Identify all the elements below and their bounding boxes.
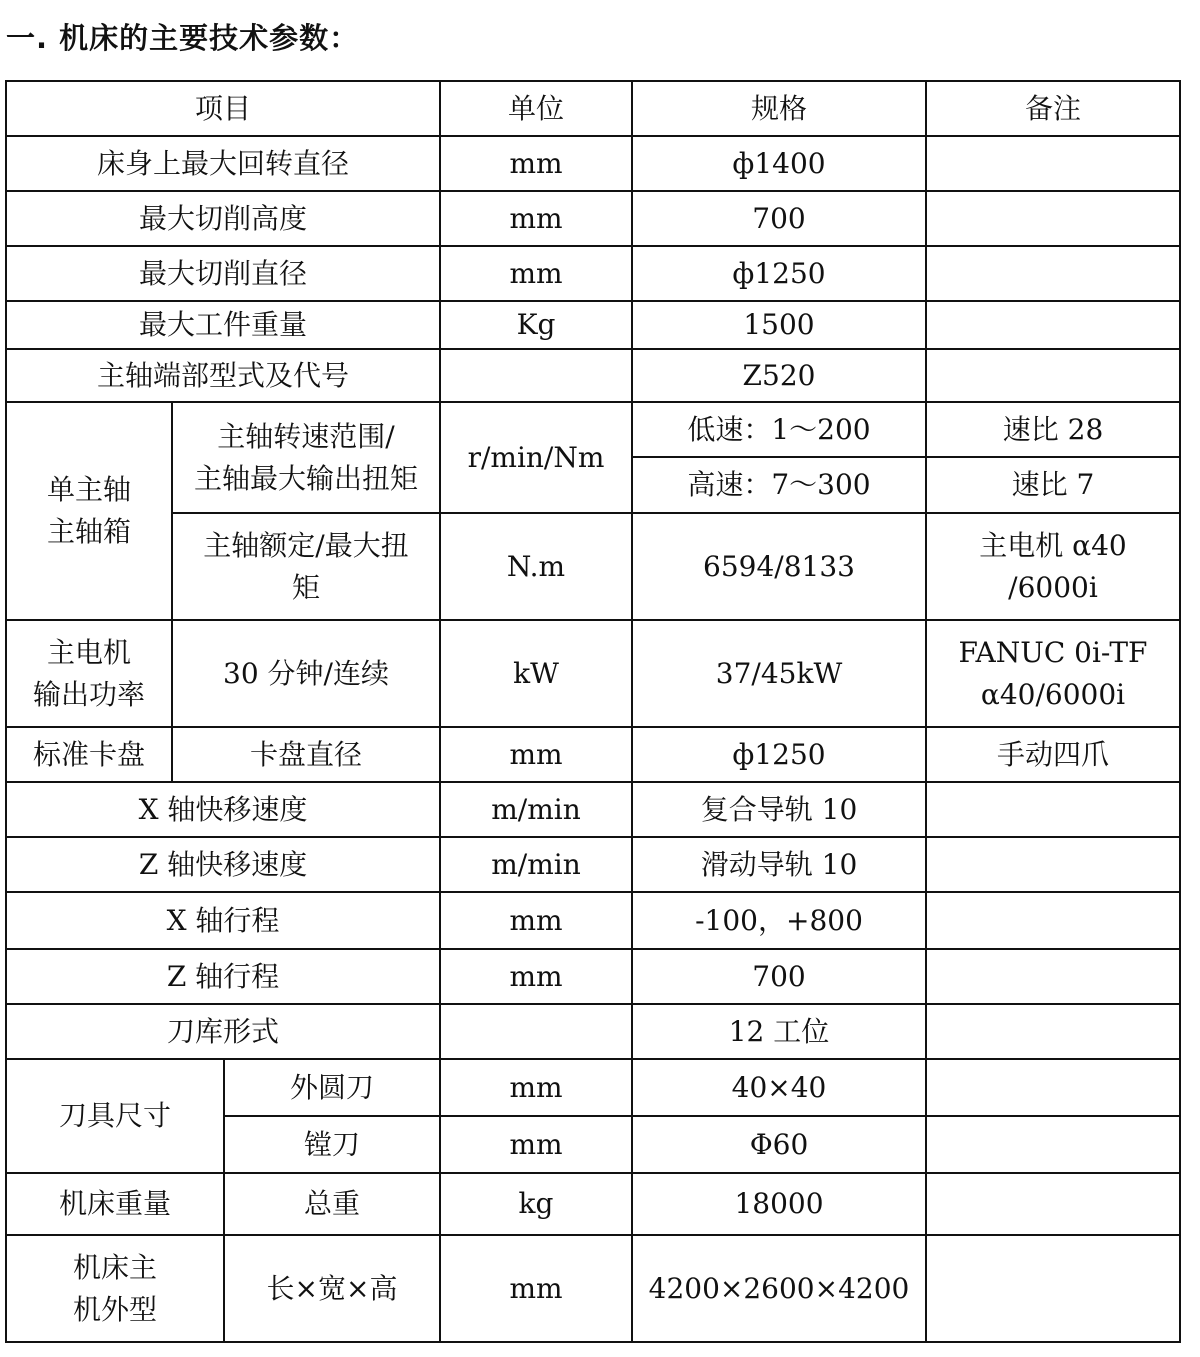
row-note bbox=[926, 1173, 1180, 1235]
table-row bbox=[6, 246, 1180, 301]
row-item: 主轴端部型式及代号 bbox=[6, 349, 440, 402]
row-unit: mm bbox=[440, 1235, 632, 1342]
row-spec: ф1400 bbox=[632, 136, 926, 191]
row-spec: 700 bbox=[632, 191, 926, 246]
row-note bbox=[926, 301, 1180, 349]
table-row bbox=[6, 892, 1180, 949]
table-row bbox=[6, 782, 1180, 837]
chuck-group-label: 标准卡盘 bbox=[6, 727, 172, 782]
row-unit: mm bbox=[440, 191, 632, 246]
row-note bbox=[926, 191, 1180, 246]
table-row bbox=[6, 136, 1180, 191]
row-item: X 轴行程 bbox=[6, 892, 440, 949]
row-unit: mm bbox=[440, 136, 632, 191]
row-spec: -100，+800 bbox=[632, 892, 926, 949]
row-unit: kg bbox=[440, 1173, 632, 1235]
row-unit: kW bbox=[440, 620, 632, 727]
tool-group-label: 刀具尺寸 bbox=[6, 1059, 224, 1173]
row-note bbox=[926, 782, 1180, 837]
row-spec: 12 工位 bbox=[632, 1004, 926, 1059]
row-item: X 轴快移速度 bbox=[6, 782, 440, 837]
row-spec: ф1250 bbox=[632, 727, 926, 782]
row-unit: mm bbox=[440, 1116, 632, 1173]
row-item: 刀库形式 bbox=[6, 1004, 440, 1059]
row-spec: ф1250 bbox=[632, 246, 926, 301]
row-item: 最大切削高度 bbox=[6, 191, 440, 246]
row-unit: mm bbox=[440, 1059, 632, 1116]
spindle-torque-item: 主轴额定/最大扭 矩 bbox=[172, 513, 440, 620]
row-note bbox=[926, 949, 1180, 1004]
row-unit bbox=[440, 1004, 632, 1059]
table-row bbox=[6, 191, 1180, 246]
row-item: 最大工件重量 bbox=[6, 301, 440, 349]
row-unit: mm bbox=[440, 892, 632, 949]
header-item: 项目 bbox=[6, 81, 440, 136]
row-spec: 37/45kW bbox=[632, 620, 926, 727]
row-unit: m/min bbox=[440, 782, 632, 837]
spindle-speed-item: 主轴转速范围/ 主轴最大输出扭矩 bbox=[172, 402, 440, 513]
row-spec: 40×40 bbox=[632, 1059, 926, 1116]
row-item: 镗刀 bbox=[224, 1116, 440, 1173]
table-row bbox=[6, 1004, 1180, 1059]
row-item: 总重 bbox=[224, 1173, 440, 1235]
dimensions-group-label: 机床主 机外型 bbox=[6, 1235, 224, 1342]
row-unit: m/min bbox=[440, 837, 632, 892]
row-note: FANUC 0i-TF α40/6000i bbox=[926, 620, 1180, 727]
row-note bbox=[926, 1116, 1180, 1173]
row-item: 床身上最大回转直径 bbox=[6, 136, 440, 191]
row-item: Z 轴行程 bbox=[6, 949, 440, 1004]
table-row bbox=[6, 727, 1180, 782]
table-row bbox=[6, 620, 1180, 727]
machine-weight-label: 机床重量 bbox=[6, 1173, 224, 1235]
row-note bbox=[926, 1059, 1180, 1116]
spec-table bbox=[5, 80, 1181, 1343]
table-row bbox=[6, 349, 1180, 402]
row-note bbox=[926, 892, 1180, 949]
row-unit: mm bbox=[440, 727, 632, 782]
row-note bbox=[926, 837, 1180, 892]
table-row bbox=[6, 1235, 1180, 1342]
table-row bbox=[6, 301, 1180, 349]
table-row bbox=[6, 837, 1180, 892]
row-note bbox=[926, 246, 1180, 301]
row-note bbox=[926, 1004, 1180, 1059]
high-speed-note: 速比 7 bbox=[926, 457, 1180, 513]
row-note bbox=[926, 136, 1180, 191]
row-spec: 4200×2600×4200 bbox=[632, 1235, 926, 1342]
row-spec: 复合导轨 10 bbox=[632, 782, 926, 837]
row-item: 最大切削直径 bbox=[6, 246, 440, 301]
header-spec: 规格 bbox=[632, 81, 926, 136]
table-row bbox=[6, 1173, 1180, 1235]
row-note bbox=[926, 349, 1180, 402]
spindle-torque-note: 主电机 α40 /6000i bbox=[926, 513, 1180, 620]
row-spec: 700 bbox=[632, 949, 926, 1004]
row-spec: 1500 bbox=[632, 301, 926, 349]
header-note: 备注 bbox=[926, 81, 1180, 136]
row-item: 外圆刀 bbox=[224, 1059, 440, 1116]
row-unit: mm bbox=[440, 949, 632, 1004]
table-header-row bbox=[6, 81, 1180, 136]
section-heading: 一. 机床的主要技术参数： bbox=[6, 21, 360, 55]
row-item: 30 分钟/连续 bbox=[172, 620, 440, 727]
spindle-speed-unit: r/min/Nm bbox=[440, 402, 632, 513]
table-row bbox=[6, 949, 1180, 1004]
row-item: Z 轴快移速度 bbox=[6, 837, 440, 892]
row-spec: 18000 bbox=[632, 1173, 926, 1235]
headstock-group-label: 单主轴 主轴箱 bbox=[6, 402, 172, 620]
row-unit: Kg bbox=[440, 301, 632, 349]
spindle-torque-spec: 6594/8133 bbox=[632, 513, 926, 620]
spindle-torque-unit: N.m bbox=[440, 513, 632, 620]
low-speed-note: 速比 28 bbox=[926, 402, 1180, 457]
header-unit: 单位 bbox=[440, 81, 632, 136]
row-spec: 滑动导轨 10 bbox=[632, 837, 926, 892]
low-speed-spec: 低速：1～200 bbox=[632, 402, 926, 457]
table-row bbox=[6, 513, 1180, 620]
row-spec: Z520 bbox=[632, 349, 926, 402]
motor-group-label: 主电机 输出功率 bbox=[6, 620, 172, 727]
table-row bbox=[6, 1059, 1180, 1116]
row-item: 卡盘直径 bbox=[172, 727, 440, 782]
table-row bbox=[6, 402, 1180, 457]
row-spec: Φ60 bbox=[632, 1116, 926, 1173]
row-unit bbox=[440, 349, 632, 402]
high-speed-spec: 高速：7～300 bbox=[632, 457, 926, 513]
row-item: 长×宽×高 bbox=[224, 1235, 440, 1342]
row-note: 手动四爪 bbox=[926, 727, 1180, 782]
row-note bbox=[926, 1235, 1180, 1342]
row-unit: mm bbox=[440, 246, 632, 301]
